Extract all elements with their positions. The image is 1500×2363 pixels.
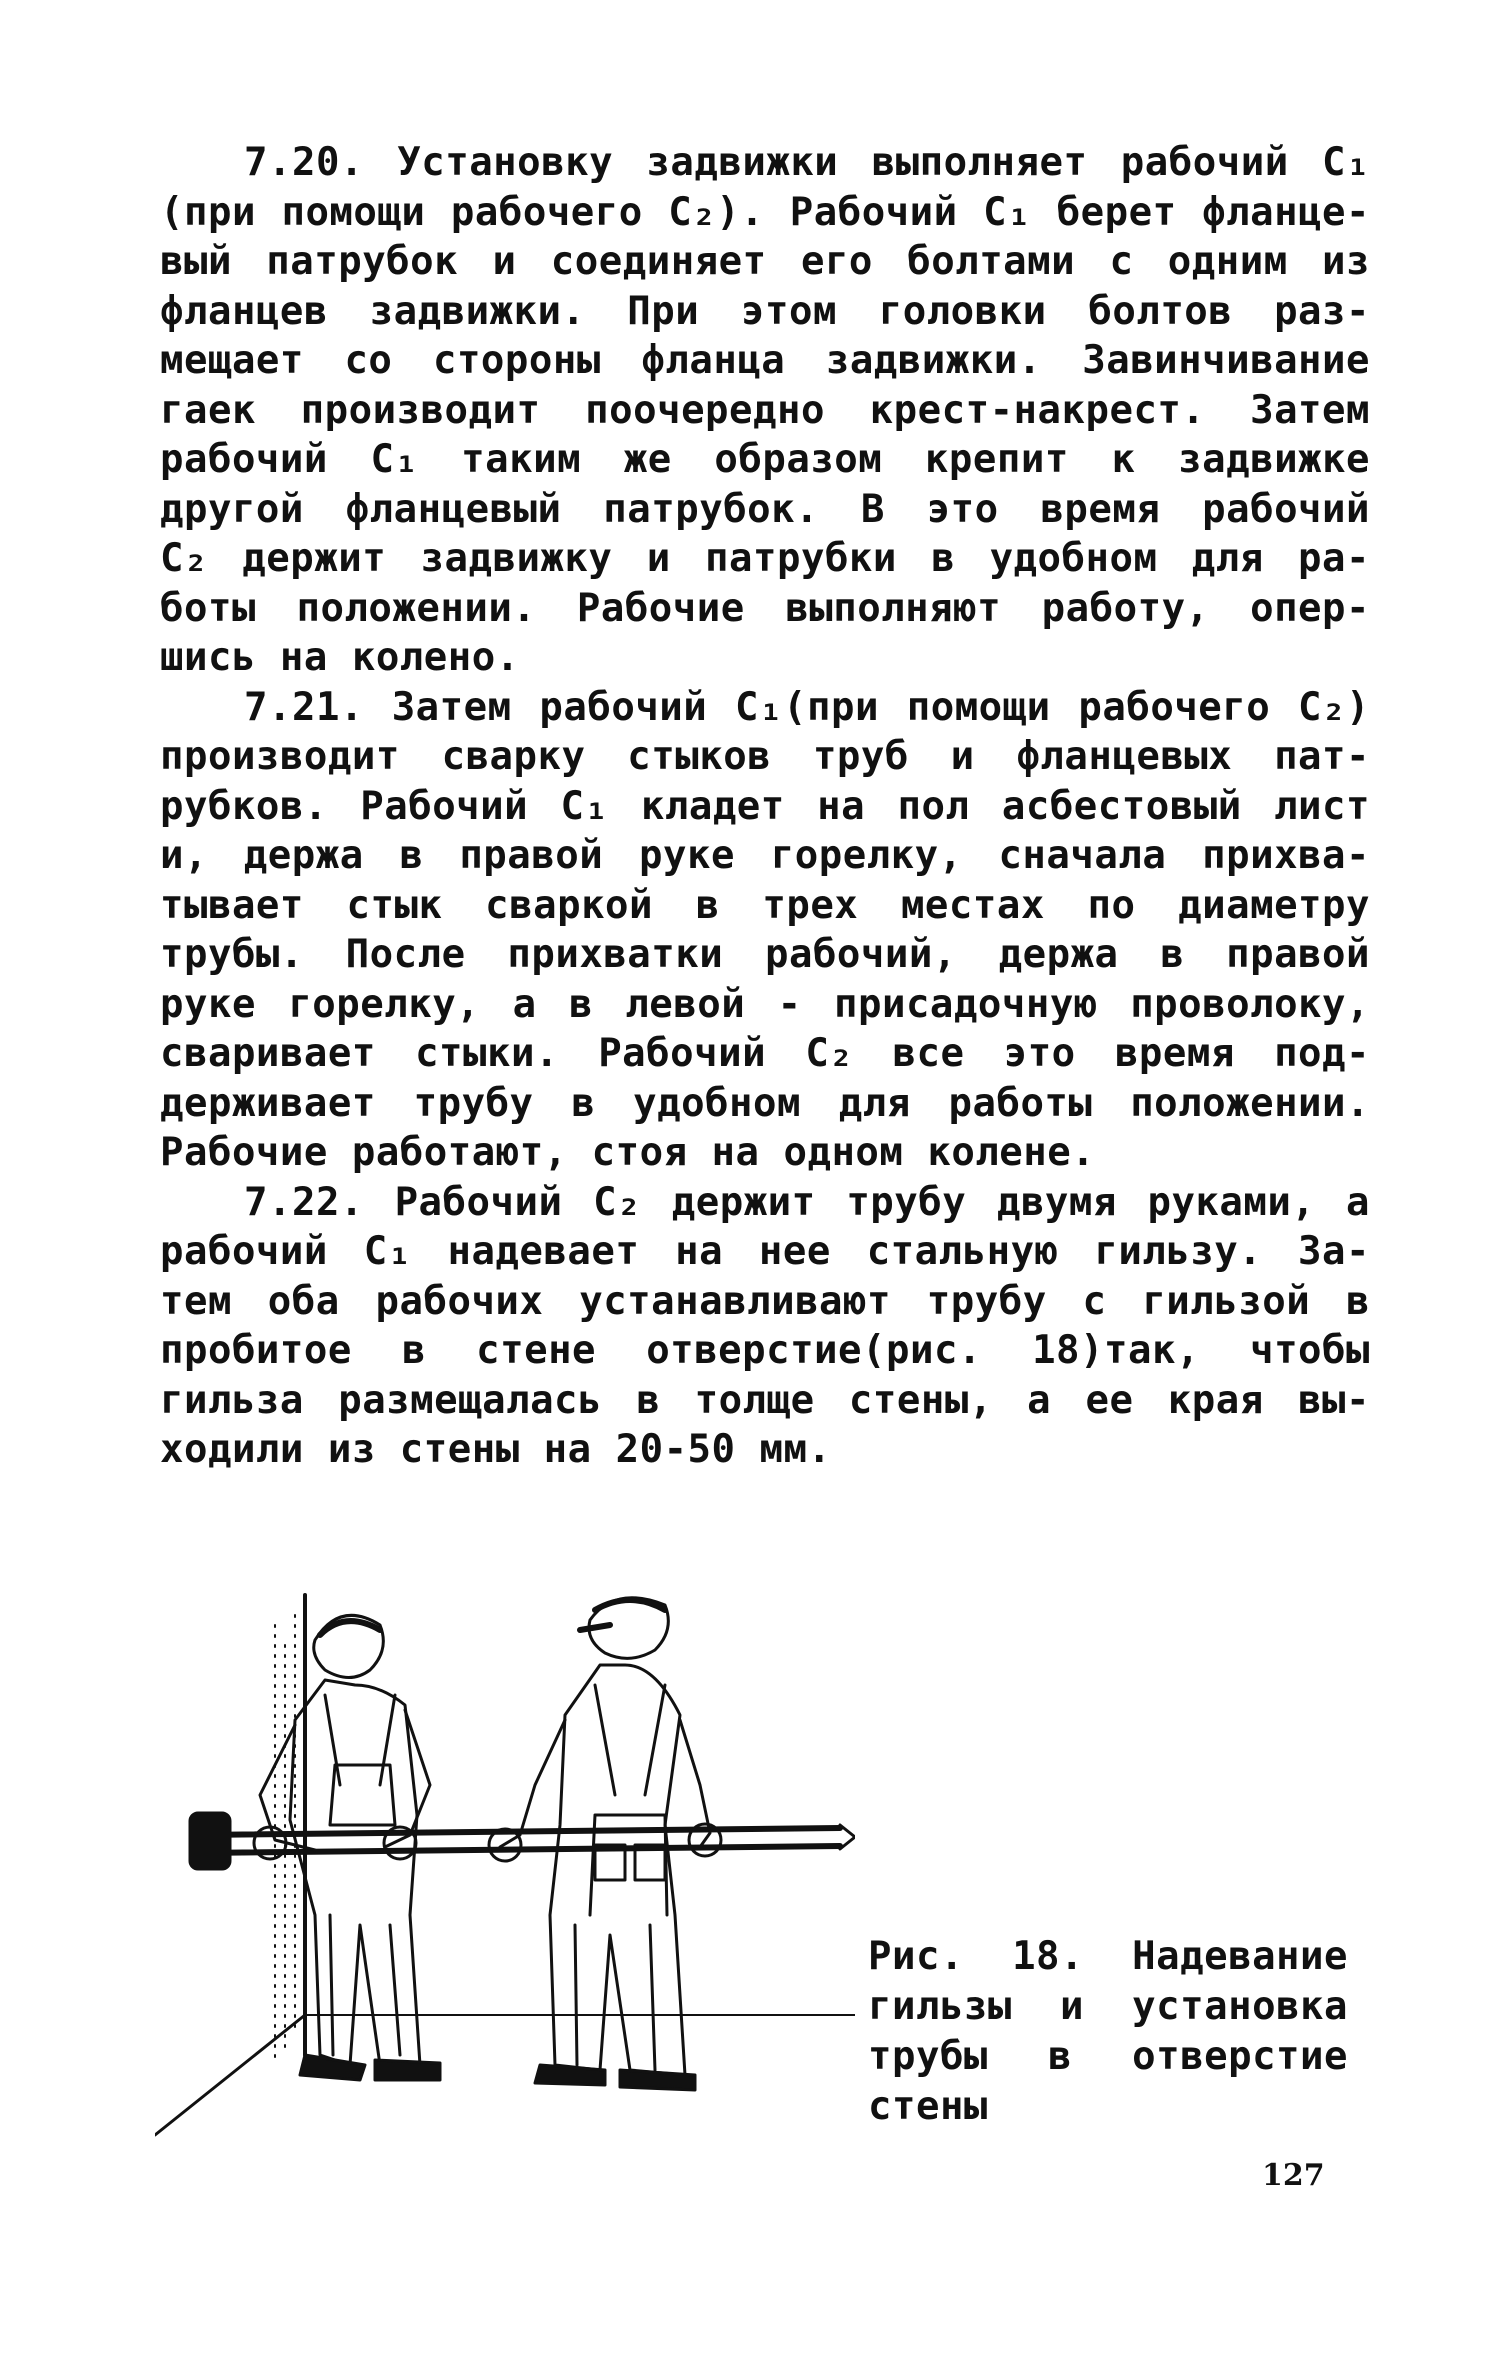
- floor-line: [155, 2015, 305, 2135]
- text-line: шись на колено.: [160, 635, 520, 680]
- text-line: держивает трубу в удобном для работы положении.: [160, 1080, 1370, 1126]
- text-line: и, держа в правой руке горелку, сначала прихва-: [160, 833, 1370, 878]
- text-line: Рабочие работают, стоя на одном колене.: [160, 1130, 1096, 1175]
- text-line: руке горелку, а в левой - присадочную проволоку,: [160, 981, 1370, 1027]
- figure-caption: [868, 1932, 1348, 2132]
- text-line: рубков. Рабочий С₁ кладет на пол асбестовый лист: [160, 783, 1370, 829]
- text-line: пробитое в стене отверстие(рис. 18)так, чтобы: [160, 1328, 1370, 1373]
- pipe-sleeve: [190, 1813, 230, 1869]
- text-line: (при помощи рабочего С₂). Рабочий С₁ берет фланце-: [160, 189, 1370, 235]
- text-line: 7.20. Установку задвижки выполняет рабочий С₁: [244, 140, 1370, 185]
- text-line: гильза размещалась в толще стены, а ее края вы-: [160, 1377, 1370, 1423]
- text-line: трубы. После прихватки рабочий, держа в правой: [160, 932, 1370, 977]
- page-number: 127: [1262, 2158, 1325, 2193]
- paragraph-7-22: [160, 1178, 1370, 1475]
- text-line: производит сварку стыков труб и фланцевых пат-: [160, 734, 1370, 779]
- text-line: гаек производит поочередно крест-накрест. Затем: [160, 387, 1370, 433]
- text-line: ходили из стены на 20-50 мм.: [160, 1427, 832, 1472]
- text-line: рабочий С₁ таким же образом крепит к задвижке: [160, 437, 1370, 482]
- text-line: 7.22. Рабочий С₂ держит трубу двумя руками, а: [244, 1179, 1370, 1225]
- text-line: С₂ держит задвижку и патрубки в удобном для ра-: [160, 536, 1370, 581]
- text-line: другой фланцевый патрубок. В это время рабочий: [160, 486, 1370, 532]
- text-line: фланцев задвижки. При этом головки болтов раз-: [160, 288, 1370, 334]
- body-text: [160, 138, 1370, 1475]
- caption-line: стены: [868, 2084, 988, 2129]
- text-line: рабочий С₁ надевает на нее стальную гильзу. За-: [160, 1229, 1370, 1274]
- text-line: сваривает стыки. Рабочий С₂ все это время под-: [160, 1031, 1370, 1076]
- text-line: тем оба рабочих устанавливают трубу с гильзой в: [160, 1278, 1370, 1324]
- text-line: тывает стык сваркой в трех местах по диаметру: [160, 882, 1370, 928]
- text-line: боты положении. Рабочие выполняют работу, опер-: [160, 585, 1370, 631]
- caption-line: Рис. 18. Надевание: [868, 1934, 1348, 1979]
- paragraph-7-21: [160, 683, 1370, 1178]
- text-line: мещает со стороны фланца задвижки. Завинчивание: [160, 338, 1370, 383]
- figure-18-illustration: [155, 1585, 855, 2145]
- text-line: 7.21. Затем рабочий С₁(при помощи рабочего С₂): [244, 684, 1370, 730]
- paragraph-7-20: [160, 138, 1370, 683]
- caption-line: гильзы и установка: [868, 1984, 1348, 2029]
- pipe-end: [840, 1825, 855, 1849]
- caption-line: трубы в отверстие: [868, 2034, 1348, 2079]
- text-line: вый патрубок и соединяет его болтами с одним из: [160, 239, 1370, 284]
- worker-c2: [489, 1598, 721, 2090]
